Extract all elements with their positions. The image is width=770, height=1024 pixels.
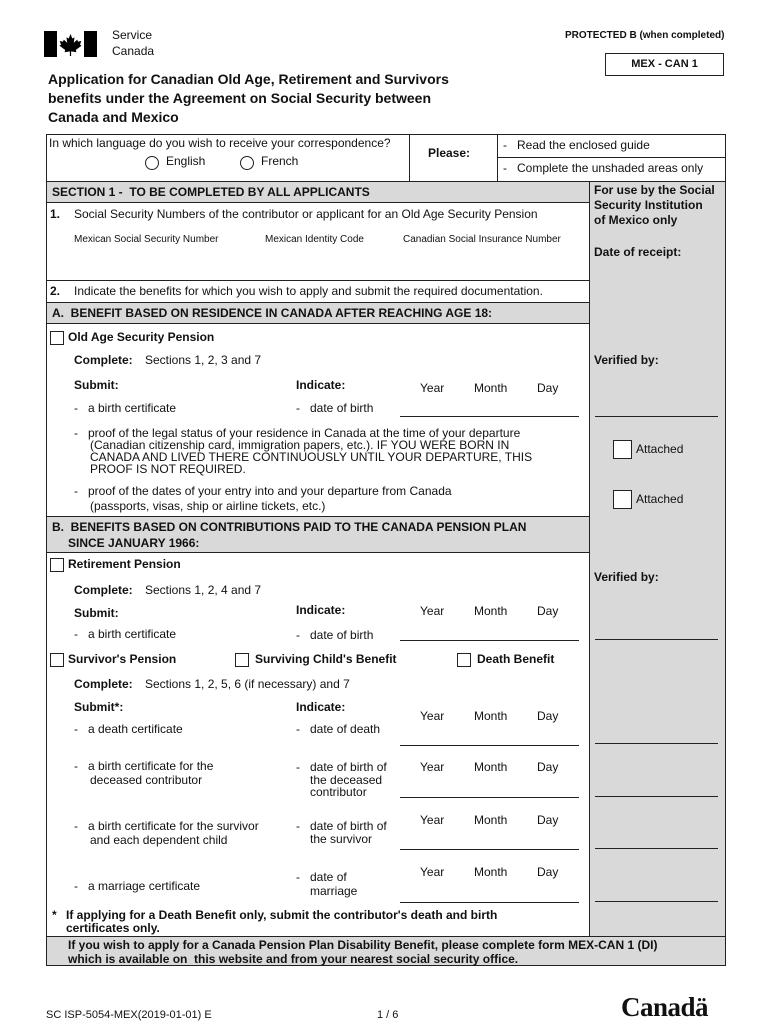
death-certificate: - a death certificate [74, 722, 183, 736]
verify-deceased-line[interactable] [595, 796, 718, 797]
sectionA-month: Month [474, 381, 508, 395]
sectionB-year-4: Year [420, 813, 445, 827]
sectionB-birth-certificate: - a birth certificate [74, 627, 177, 641]
retirement-checkbox[interactable] [50, 558, 64, 572]
verified-by-a: Verified by: [594, 353, 659, 367]
child-benefit-label: Surviving Child's Benefit [255, 652, 397, 666]
attached-label-1: Attached [636, 442, 684, 456]
q2-number: 2. [50, 284, 61, 298]
dob-deceased-line3: contributor [310, 785, 367, 799]
proof-legal-line2: (Canadian citizenship card, immigration papers, etc.). IF YOU WERE BORN IN [90, 438, 510, 452]
sectionA-complete-label: Complete: [74, 353, 133, 367]
official-use-heading-3: of Mexico only [594, 213, 678, 227]
protected-label: PROTECTED B (when completed) [565, 30, 725, 41]
footnote-line1: If applying for a Death Benefit only, submit the contributor's death and birth [66, 908, 498, 922]
attached-label-2: Attached [636, 492, 684, 506]
survivor-checkbox[interactable] [50, 653, 64, 667]
sectionB-month-3: Month [474, 760, 508, 774]
mexican-id-label: Mexican Identity Code [265, 234, 364, 245]
dob-deceased-line2: the deceased [310, 773, 383, 787]
sectionA-date-of-birth: - date of birth [296, 401, 374, 415]
footnote-star: * [52, 908, 57, 922]
section1-heading: SECTION 1 - TO BE COMPLETED BY ALL APPLICANTS [52, 185, 370, 199]
verified-by-b: Verified by: [594, 570, 659, 584]
proof-legal-line3: CANADA AND LIVED THERE CONTINUOUSLY UNTIL YOUR DEPARTURE, THIS [90, 450, 533, 464]
official-use-column [589, 182, 725, 936]
page-title-line1: Application for Canadian Old Age, Retirement and Survivors [48, 71, 449, 87]
sectionB-month-2: Month [474, 709, 508, 723]
page-title-line2: benefits under the Agreement on Social Security between [48, 90, 432, 106]
oas-label: Old Age Security Pension [68, 330, 215, 344]
radio-french-label: French [261, 154, 299, 168]
sectionB-day-2: Day [537, 709, 559, 723]
death-benefit-checkbox[interactable] [457, 653, 471, 667]
sectionB-date-of-birth: - date of birth [296, 628, 374, 642]
verified-by-b-line[interactable] [595, 639, 718, 640]
department-name-line1: Service [112, 28, 153, 42]
dob-survivor-line2: the survivor [310, 832, 373, 846]
note-read-guide: - Read the enclosed guide [503, 138, 650, 152]
date-of-death-input[interactable] [400, 745, 579, 746]
date-marriage-line2: marriage [310, 884, 358, 898]
sectionB-month-4: Month [474, 813, 508, 827]
radio-english[interactable] [145, 156, 159, 170]
sectionA-heading: A. BENEFIT BASED ON RESIDENCE IN CANADA AFTER REACHING AGE 18: [52, 306, 493, 320]
sectionB-complete2-text: Sections 1, 2, 5, 6 (if necessary) and 7 [145, 677, 350, 691]
disability-line1: If you wish to apply for a Canada Pension Plan Disability Benefit, please complete form MEX-CAN 1 (DI) [68, 938, 658, 952]
retirement-label: Retirement Pension [68, 557, 181, 571]
sectionB-submit2-label: Submit*: [74, 700, 124, 714]
radio-french[interactable] [240, 156, 254, 170]
sectionB-indicate-label: Indicate: [296, 603, 346, 617]
sectionA-dob-input[interactable] [400, 416, 579, 417]
page-number: 1 / 6 [377, 1009, 399, 1021]
form-identifier: SC ISP-5054-MEX(2019-01-01) E [46, 1009, 212, 1021]
mexican-id-input[interactable] [265, 248, 390, 272]
sectionB-heading-line1: B. BENEFITS BASED ON CONTRIBUTIONS PAID TO THE CANADA PENSION PLAN [52, 520, 527, 534]
sectionA-birth-certificate: - a birth certificate [74, 401, 177, 415]
sectionA-indicate-label: Indicate: [296, 378, 346, 392]
form-code: MEX - CAN 1 [631, 58, 698, 70]
sectionB-year-3: Year [420, 760, 445, 774]
canadian-sin-input[interactable] [403, 248, 583, 272]
please-label: Please: [428, 146, 471, 160]
attached-checkbox-1[interactable] [613, 440, 632, 459]
form-code-box [605, 53, 724, 76]
sectionB-indicate2-label: Indicate: [296, 700, 346, 714]
dob-survivor-input[interactable] [400, 849, 579, 850]
sectionB-day-4: Day [537, 813, 559, 827]
survivor-label: Survivor's Pension [68, 652, 177, 666]
official-use-heading-2: Security Institution [594, 198, 703, 212]
q1-text: Social Security Numbers of the contributor or applicant for an Old Age Security Pension [74, 207, 538, 221]
date-marriage-line1: - date of [296, 870, 347, 884]
proof-dates-line2: (passports, visas, ship or airline tickets, etc.) [90, 499, 326, 513]
bc-survivor-line2: and each dependent child [90, 833, 228, 847]
proof-legal-line4: PROOF IS NOT REQUIRED. [90, 462, 246, 476]
sectionB-month-5: Month [474, 865, 508, 879]
radio-english-label: English [166, 154, 206, 168]
sectionB-day-5: Day [537, 865, 559, 879]
q2-text: Indicate the benefits for which you wish to apply and submit the required documentation. [74, 284, 543, 298]
proof-dates-line1: - proof of the dates of your entry into and your departure from Canada [74, 484, 452, 498]
marriage-certificate: - a marriage certificate [74, 879, 201, 893]
mexican-ssn-label: Mexican Social Security Number [74, 234, 219, 245]
sectionB-year-2: Year [420, 709, 445, 723]
sectionB-day-3: Day [537, 760, 559, 774]
sectionB-year-5: Year [420, 865, 445, 879]
sectionA-complete-text: Sections 1, 2, 3 and 7 [145, 353, 262, 367]
verify-marriage-line[interactable] [595, 901, 718, 902]
disability-line2: which is available on this website and from your nearest social security office. [68, 952, 519, 966]
sectionB-day-1: Day [537, 604, 559, 618]
date-of-death: - date of death [296, 722, 381, 736]
verify-death-line[interactable] [595, 743, 718, 744]
sectionB-complete-label: Complete: [74, 583, 133, 597]
verified-by-a-line[interactable] [595, 416, 718, 417]
sectionB-complete-text: Sections 1, 2, 4 and 7 [145, 583, 262, 597]
sectionA-submit-label: Submit: [74, 378, 119, 392]
bc-deceased-line2: deceased contributor [90, 773, 203, 787]
dob-deceased-input[interactable] [400, 797, 579, 798]
death-benefit-label: Death Benefit [477, 652, 555, 666]
sectionB-heading-line2: SINCE JANUARY 1966: [68, 536, 200, 550]
oas-checkbox[interactable] [50, 331, 64, 345]
sectionB-year-1: Year [420, 604, 445, 618]
sectionB-complete2-label: Complete: [74, 677, 133, 691]
sectionA-year: Year [420, 381, 445, 395]
department-name-line2: Canada [112, 44, 155, 58]
dob-survivor-line1: - date of birth of [296, 819, 387, 833]
page-title-line3: Canada and Mexico [48, 109, 179, 125]
mexican-ssn-input[interactable] [74, 248, 254, 272]
canadian-sin-label: Canadian Social Insurance Number [403, 234, 561, 245]
proof-legal-line1: - proof of the legal status of your residence in Canada at the time of your departure [74, 426, 521, 440]
bc-deceased-line1: - a birth certificate for the [74, 759, 214, 773]
dob-deceased-line1: - date of birth of [296, 760, 387, 774]
language-question: In which language do you wish to receive your correspondence? [49, 136, 391, 150]
date-marriage-input[interactable] [400, 902, 579, 903]
verify-survivor-line[interactable] [595, 848, 718, 849]
child-benefit-checkbox[interactable] [235, 653, 249, 667]
footnote-line2: certificates only. [66, 921, 160, 935]
sectionA-day: Day [537, 381, 559, 395]
q1-number: 1. [50, 207, 61, 221]
date-of-receipt-label: Date of receipt: [594, 245, 682, 259]
attached-checkbox-2[interactable] [613, 490, 632, 509]
official-use-heading-1: For use by the Social [594, 183, 715, 197]
sectionB-month-1: Month [474, 604, 508, 618]
canada-wordmark: Canadä [621, 992, 709, 1022]
sectionB-dob-input[interactable] [400, 640, 579, 641]
canada-flag-logo [44, 31, 97, 57]
bc-survivor-line1: - a birth certificate for the survivor [74, 819, 259, 833]
note-unshaded: - Complete the unshaded areas only [503, 161, 704, 175]
sectionB-submit-label: Submit: [74, 606, 119, 620]
